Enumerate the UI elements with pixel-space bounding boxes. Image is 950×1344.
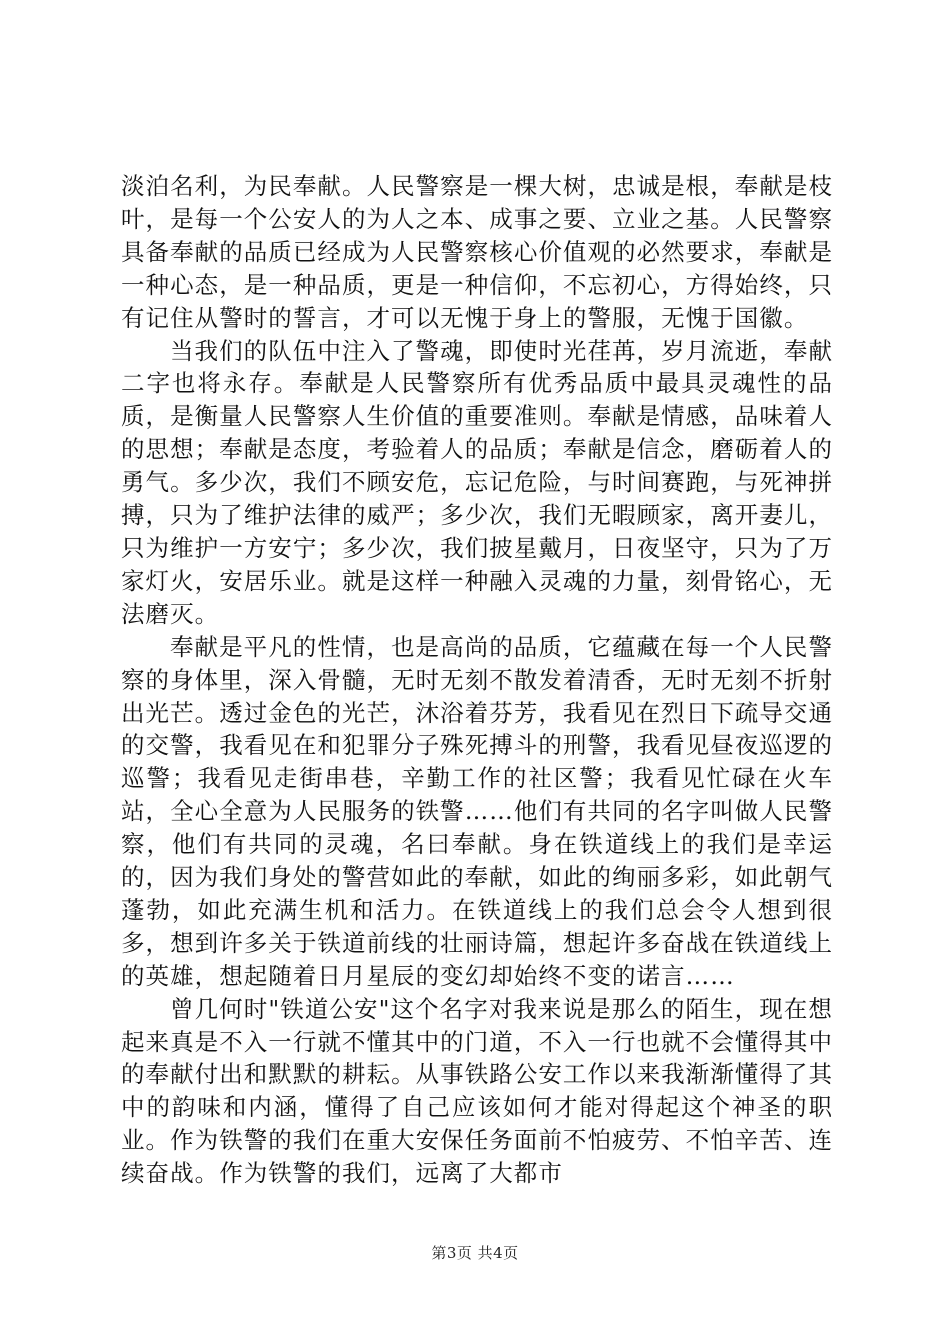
paragraph-1: 淡泊名利，为民奉献。人民警察是一棵大树，忠诚是根，奉献是枝叶，是每一个公安人的为人之本、成事之要、立业之基。人民警察具备奉献的品质已经成为人民警察核心价值观的必然要求，奉献是一种心态，是一种品质，更是一种信仰，不忘初心，方得始终，只有记住从警时的誓言，才可以无愧于身上的警服，无愧于国徽。 [121, 172, 833, 332]
paragraph-4: 曾几何时"铁道公安"这个名字对我来说是那么的陌生，现在想起来真是不入一行就不懂其中的门道，不入一行也就不会懂得其中的奉献付出和默默的耕耘。从事铁路公安工作以来我渐渐懂得了其中的韵味和内涵，懂得了自己应该如何才能对得起这个神圣的职业。作为铁警的我们在重大安保任务面前不怕疲劳、不怕辛苦、连续奋战。作为铁警的我们，远离了大都市 [121, 994, 833, 1188]
page-number-footer: 第3页 共4页 [431, 1244, 519, 1262]
paragraph-3: 奉献是平凡的性情，也是高尚的品质，它蕴藏在每一个人民警察的身体里，深入骨髓，无时无刻不散发着清香，无时无刻不折射出光芒。透过金色的光芒，沐浴着芬芳，我看见在烈日下疏导交通的交警，我看见在和犯罪分子殊死搏斗的刑警，我看见昼夜巡逻的巡警；我看见走街串巷，辛勤工作的社区警；我看见忙碌在火车站，全心全意为人民服务的铁警……他们有共同的名字叫做人民警察，他们有共同的灵魂，名曰奉献。身在铁道线上的我们是幸运的，因为我们身处的警营如此的奉献，如此的绚丽多彩，如此朝气蓬勃，如此充满生机和活力。在铁道线上的我们总会令人想到很多，想到许多关于铁道前线的壮丽诗篇，想起许多奋战在铁道线上的英雄，想起随着日月星辰的变幻却始终不变的诺言…… [121, 632, 833, 990]
paragraph-2: 当我们的队伍中注入了警魂，即使时光荏苒，岁月流逝，奉献二字也将永存。奉献是人民警察所有优秀品质中最具灵魂性的品质，是衡量人民警察人生价值的重要准则。奉献是情感，品味着人的思想；奉献是态度，考验着人的品质；奉献是信念，磨砺着人的勇气。多少次，我们不顾安危，忘记危险，与时间赛跑，与死神拼搏，只为了维护法律的威严；多少次，我们无暇顾家，离开妻儿，只为维护一方安宁；多少次，我们披星戴月，日夜坚守，只为了万家灯火，安居乐业。就是这样一种融入灵魂的力量，刻骨铭心，无法磨灭。 [121, 336, 833, 628]
body-text [121, 170, 833, 1190]
